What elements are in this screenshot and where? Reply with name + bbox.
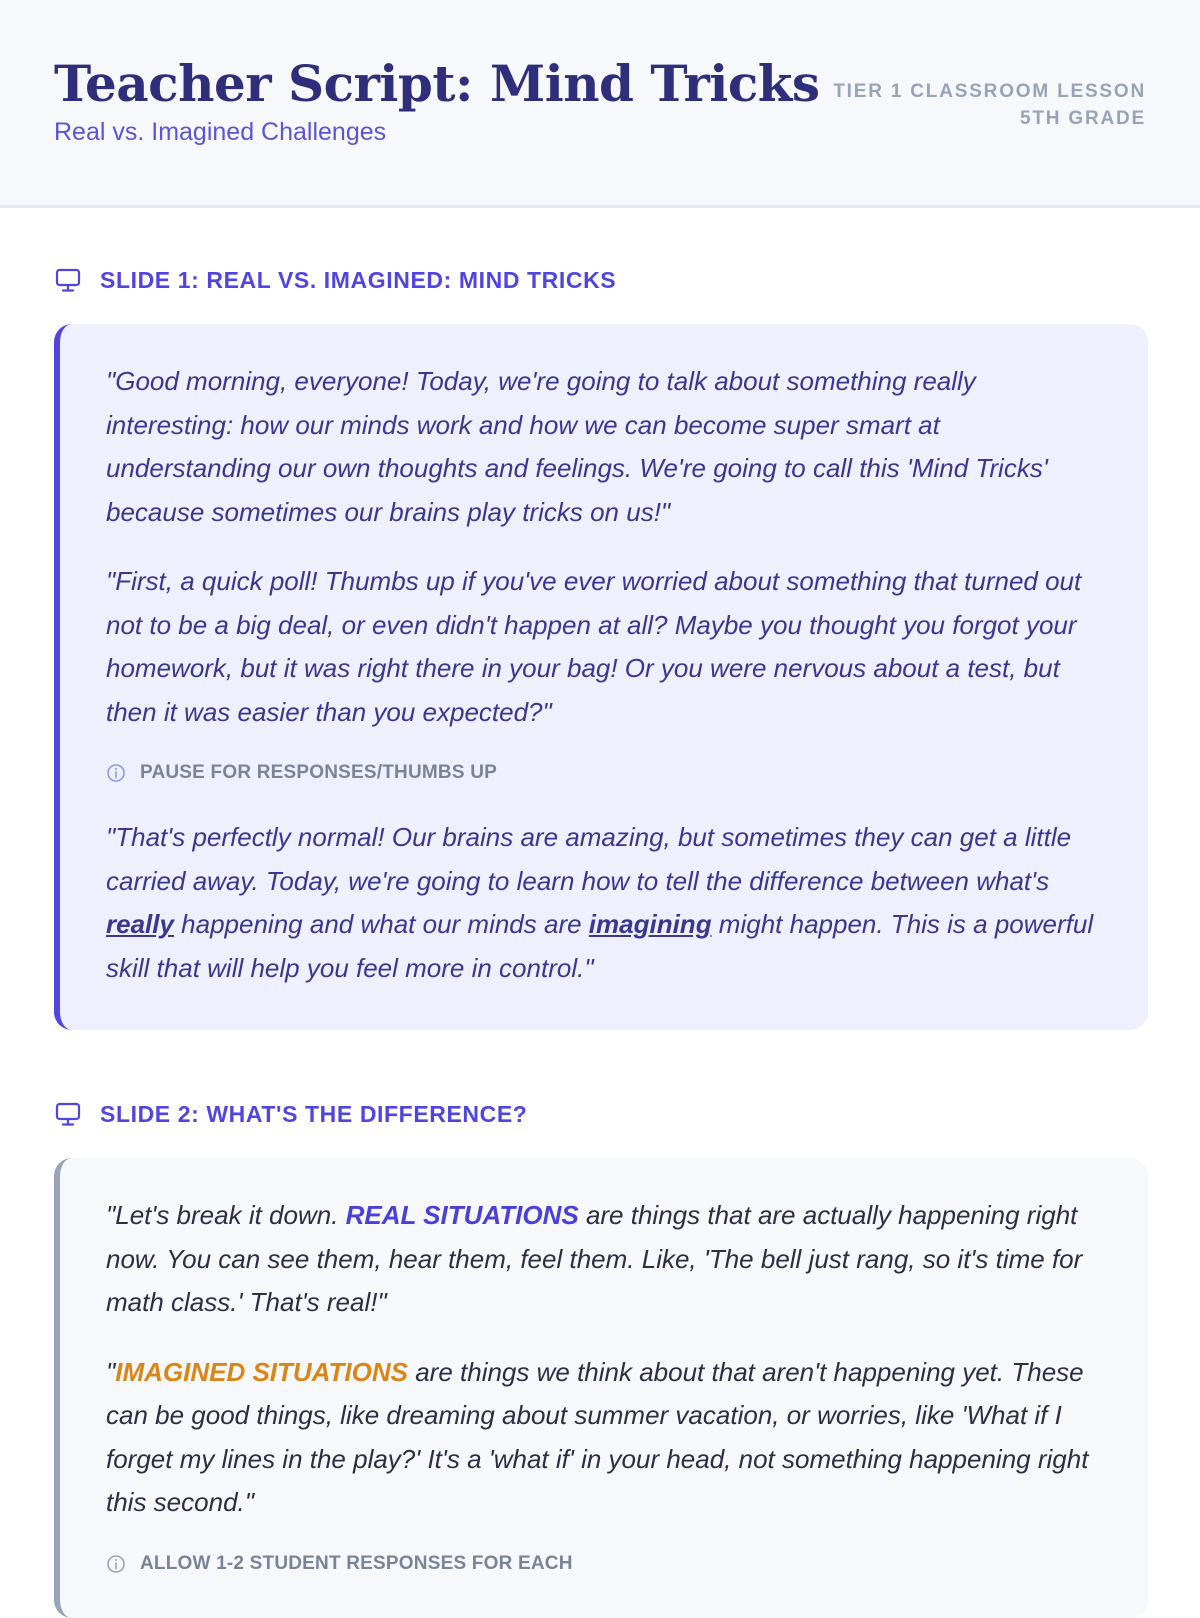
script-paragraph: "First, a quick poll! Thumbs up if you've ever worried about something that turned out not to be a big deal, or even didn't happen at all? Maybe you thought you forgot your homework, but it was right there in your bag! Or you were nervous about a test, but then it was easier than you expected?" bbox=[106, 566, 1082, 727]
text-run: " bbox=[106, 1356, 116, 1387]
emphasis-really: really bbox=[106, 909, 174, 939]
script-paragraph bbox=[106, 1194, 1108, 1325]
lesson-meta bbox=[833, 78, 1146, 132]
emphasis-imagining: imagining bbox=[588, 909, 712, 939]
page-subtitle: Real vs. Imagined Challenges bbox=[54, 118, 387, 146]
script-paragraph bbox=[106, 1351, 1108, 1525]
slide-1-script-card bbox=[54, 324, 1148, 1030]
page-title: Teacher Script: Mind Tricks bbox=[54, 54, 820, 113]
monitor-icon bbox=[54, 1100, 82, 1128]
highlight-imagined-situations: IMAGINED SITUATIONS bbox=[115, 1356, 408, 1387]
teacher-note-text: PAUSE FOR RESPONSES/THUMBS UP bbox=[140, 762, 497, 783]
slide-2-heading bbox=[54, 1098, 527, 1130]
slide-2-label: SLIDE 2: WHAT'S THE DIFFERENCE? bbox=[100, 1100, 528, 1127]
text-run: happening and what our minds are bbox=[173, 909, 589, 939]
lesson-grade: 5TH GRADE bbox=[1020, 108, 1146, 129]
script-paragraph bbox=[106, 816, 1108, 990]
slide-2-script-card bbox=[54, 1158, 1148, 1618]
page-header bbox=[0, 0, 1200, 208]
text-run: might happen. This is a powerful skill that will help you feel more in control." bbox=[106, 909, 1094, 983]
lesson-tier: TIER 1 CLASSROOM LESSON bbox=[833, 81, 1146, 102]
monitor-icon bbox=[54, 266, 82, 294]
info-icon bbox=[106, 1554, 126, 1574]
slide-1-label: SLIDE 1: REAL VS. IMAGINED: MIND TRICKS bbox=[100, 266, 617, 293]
text-run: "That's perfectly normal! Our brains are amazing, but sometimes they can get a little carried away. Today, we're going to learn how to tell the difference between what's bbox=[106, 822, 1072, 896]
script-paragraph: "Good morning, everyone! Today, we're going to talk about something really interesting: how our minds work and how we can become super smart at understanding our own thoughts and feelings. We're going to call this 'Mind Tricks' because sometimes our brains play tricks on us!" bbox=[106, 366, 1048, 527]
info-icon bbox=[106, 763, 126, 783]
slide-1-heading bbox=[54, 264, 616, 296]
text-run: are things we think about that aren't happening yet. These can be good things, like dreaming about summer vacation, or worries, like 'What if I forget my lines in the play?' It's a 'what if' in your head, not something happening right this second." bbox=[106, 1356, 1089, 1517]
teacher-note-text: ALLOW 1-2 STUDENT RESPONSES FOR EACH bbox=[140, 1552, 573, 1574]
text-run: are things that are actually happening right now. You can see them, hear them, feel them. Like, 'The bell just rang, so it's time for math class.' That's real!" bbox=[106, 1200, 1083, 1317]
text-run: "Let's break it down. bbox=[106, 1200, 346, 1230]
teacher-note bbox=[106, 1551, 1108, 1577]
teacher-note bbox=[106, 760, 1108, 786]
highlight-real-situations: REAL SITUATIONS bbox=[345, 1200, 579, 1230]
